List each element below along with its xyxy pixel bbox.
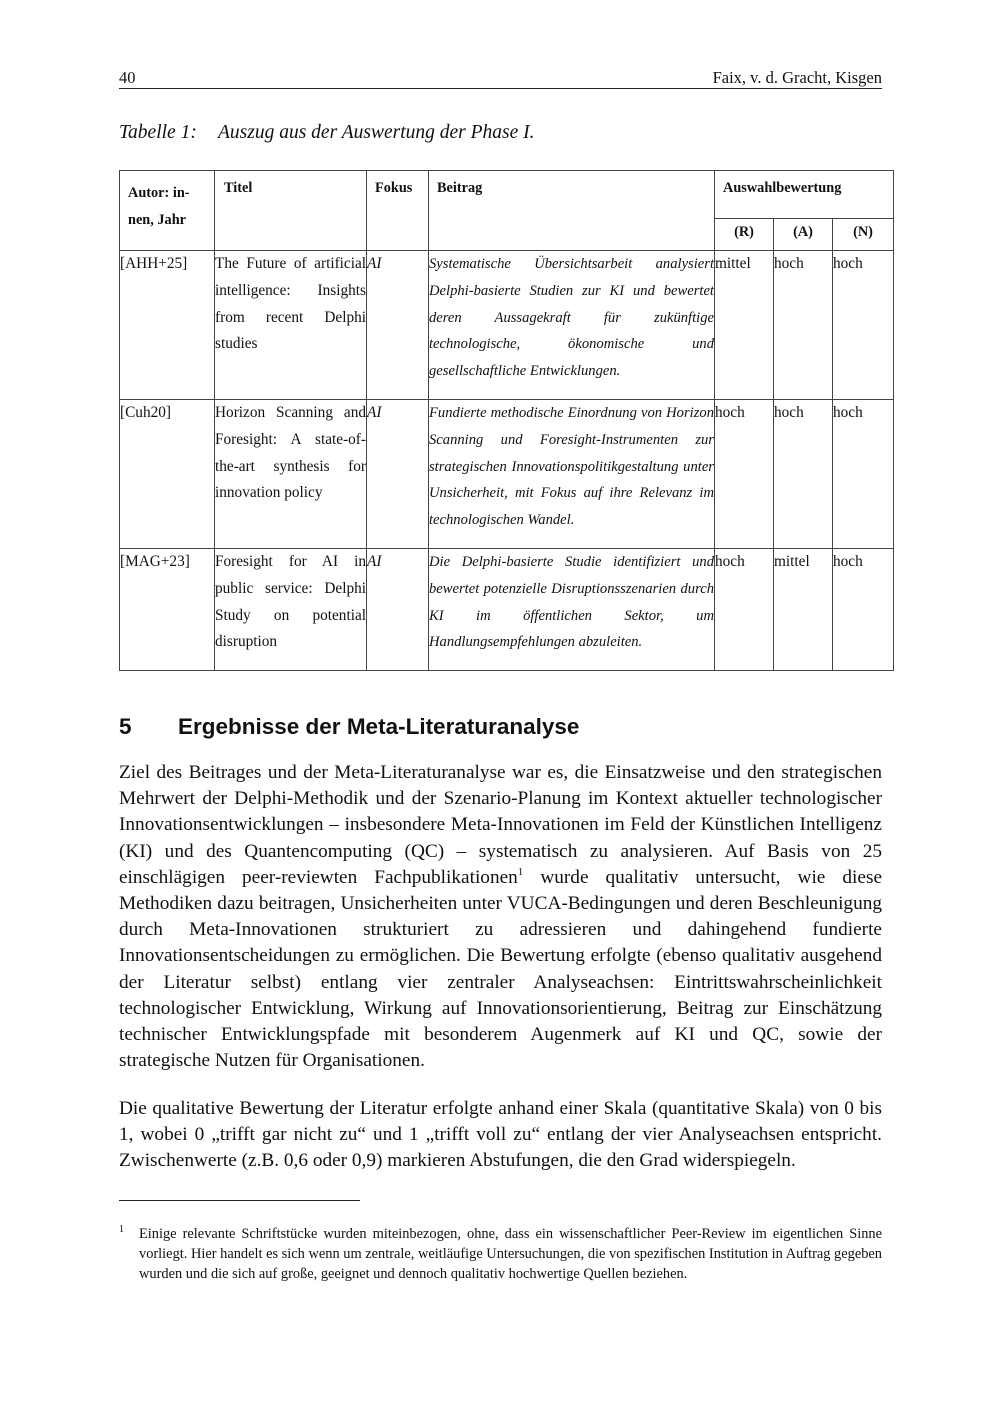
section-number: 5 [119,714,132,739]
cell-author: [MAG+23] [120,549,215,671]
header-title: Titel [215,171,367,251]
cell-title: Foresight for AI in public service: Delphi Study on potential disruption [215,549,367,671]
footnote-separator [119,1200,360,1201]
cell-n: hoch [833,400,894,549]
section-heading [119,714,579,740]
section-title: Ergebnisse der Meta-Literaturanalyse [178,714,580,739]
page-number: 40 [119,68,136,87]
body-paragraph-1 [119,760,882,1074]
running-authors: Faix, v. d. Gracht, Kisgen [712,68,882,87]
cell-focus: AI [367,400,429,549]
cell-author: [Cuh20] [120,400,215,549]
table-row [120,400,894,549]
table-row [120,549,894,671]
cell-n: hoch [833,549,894,671]
footnote-text: Einige relevante Schriftstücke wurden miteinbezogen, ohne, dass ein wissenschaftlicher Peer-Review im eigentlichen Sinne vorliegt. Hier handelt es sich wenn um zentrale, weitläufige Untersuchungen, die von spezifischen Institution in Auftrag gegeben wurden und die sich auf große, geeignet und dennoch qualitativ hochwertige Quellen beziehen. [139,1226,882,1282]
header-n: (N) [833,219,894,251]
header-rating: Auswahlbewertung [715,171,894,219]
cell-a: hoch [774,251,833,400]
paragraph-text-end: wurde qualitativ untersucht, wie diese Methodiken dazu beitragen, Unsicherheiten unter VUCA-Bedingungen und deren Beschleunigung durch Meta-Innovationen strukturiert zu adressieren und dahingehend fundierte Innovationsentscheidungen zu ermöglichen. Die Bewertung erfolgte (ebenso qualitativ ausgehend der Literatur selbst) entlang vier zentraler Analyseachsen: Eintrittswahrscheinlichkeit technologischer Entwicklung, Wirkung auf Innovationsorientierung, Beitrag zur Einschätzung technischer Entwicklungspfade mit besonderem Augenmerk auf KI und QC, sowie der strategische Nutzen für Organisationen. [119,866,883,1072]
footnote-reference[interactable]: 1 [517,865,524,878]
cell-r: mittel [715,251,774,400]
cell-contribution: Die Delphi-basierte Studie identifiziert und bewertet potenzielle Disruptionsszenarien durch KI im öffentlichen Sektor, um Handlungsempfehlungen abzuleiten. [429,549,715,671]
cell-focus: AI [367,549,429,671]
header-focus: Fokus [367,171,429,251]
cell-contribution: Systematische Übersichtsarbeit analysiert Delphi-basierte Studien zur KI und bewertet deren Aussagekraft für zukünftige technologische, ökonomische und gesellschaftliche Entwicklungen. [429,251,715,400]
table-caption-label: Tabelle 1: [119,122,197,143]
footnote [119,1225,882,1284]
cell-author: [AHH+25] [120,251,215,400]
footnote-marker: 1 [119,1224,124,1235]
header-r: (R) [715,219,774,251]
body-paragraph-2: Die qualitative Bewertung der Literatur erfolgte anhand einer Skala (quantitative Skala) von 0 bis 1, wobei 0 „trifft gar nicht zu“ und 1 „trifft voll zu“ entlang der vier Analyseachsen entspricht. Zwischenwerte (z.B. 0,6 oder 0,9) markieren Abstufungen, die den Grad widerspiegeln. [119,1098,882,1172]
cell-r: hoch [715,400,774,549]
table-caption-text: Auszug aus der Auswertung der Phase I. [218,122,535,143]
table-caption [119,122,535,144]
cell-a: mittel [774,549,833,671]
running-header [119,66,882,89]
evaluation-table [119,170,894,671]
cell-title: The Future of artificial intelligence: Insights from recent Delphi studies [215,251,367,400]
cell-title: Horizon Scanning and Foresight: A state-of-the-art synthesis for innovation policy [215,400,367,549]
cell-contribution: Fundierte methodische Einordnung von Horizon Scanning und Foresight-Instrumenten zur strategischen Innovationspolitikgestaltung unter Unsicherheit, mit Fokus auf ihre Relevanz im technologischen Wandel. [429,400,715,549]
table-row [120,251,894,400]
header-contribution: Beitrag [429,171,715,251]
cell-a: hoch [774,400,833,549]
paragraph-text-start: Ziel des Beitrages und der Meta-Literaturanalyse war es, die Einsatzweise und den strategischen Mehrwert der Delphi-Methodik und der Szenario-Planung im Kontext aktueller technologischer Innovationsentwicklungen – insbesondere Meta-Innovationen im Feld der Künstlichen Intelligenz (KI) und des Quantencomputing (QC) – systematisch zu analysieren. Auf Basis von 25 einschlägigen peer-reviewten Fachpublikationen [119,762,882,888]
cell-focus: AI [367,251,429,400]
header-a: (A) [774,219,833,251]
cell-r: hoch [715,549,774,671]
cell-n: hoch [833,251,894,400]
header-author: Autor: in-nen, Jahr [120,171,215,251]
